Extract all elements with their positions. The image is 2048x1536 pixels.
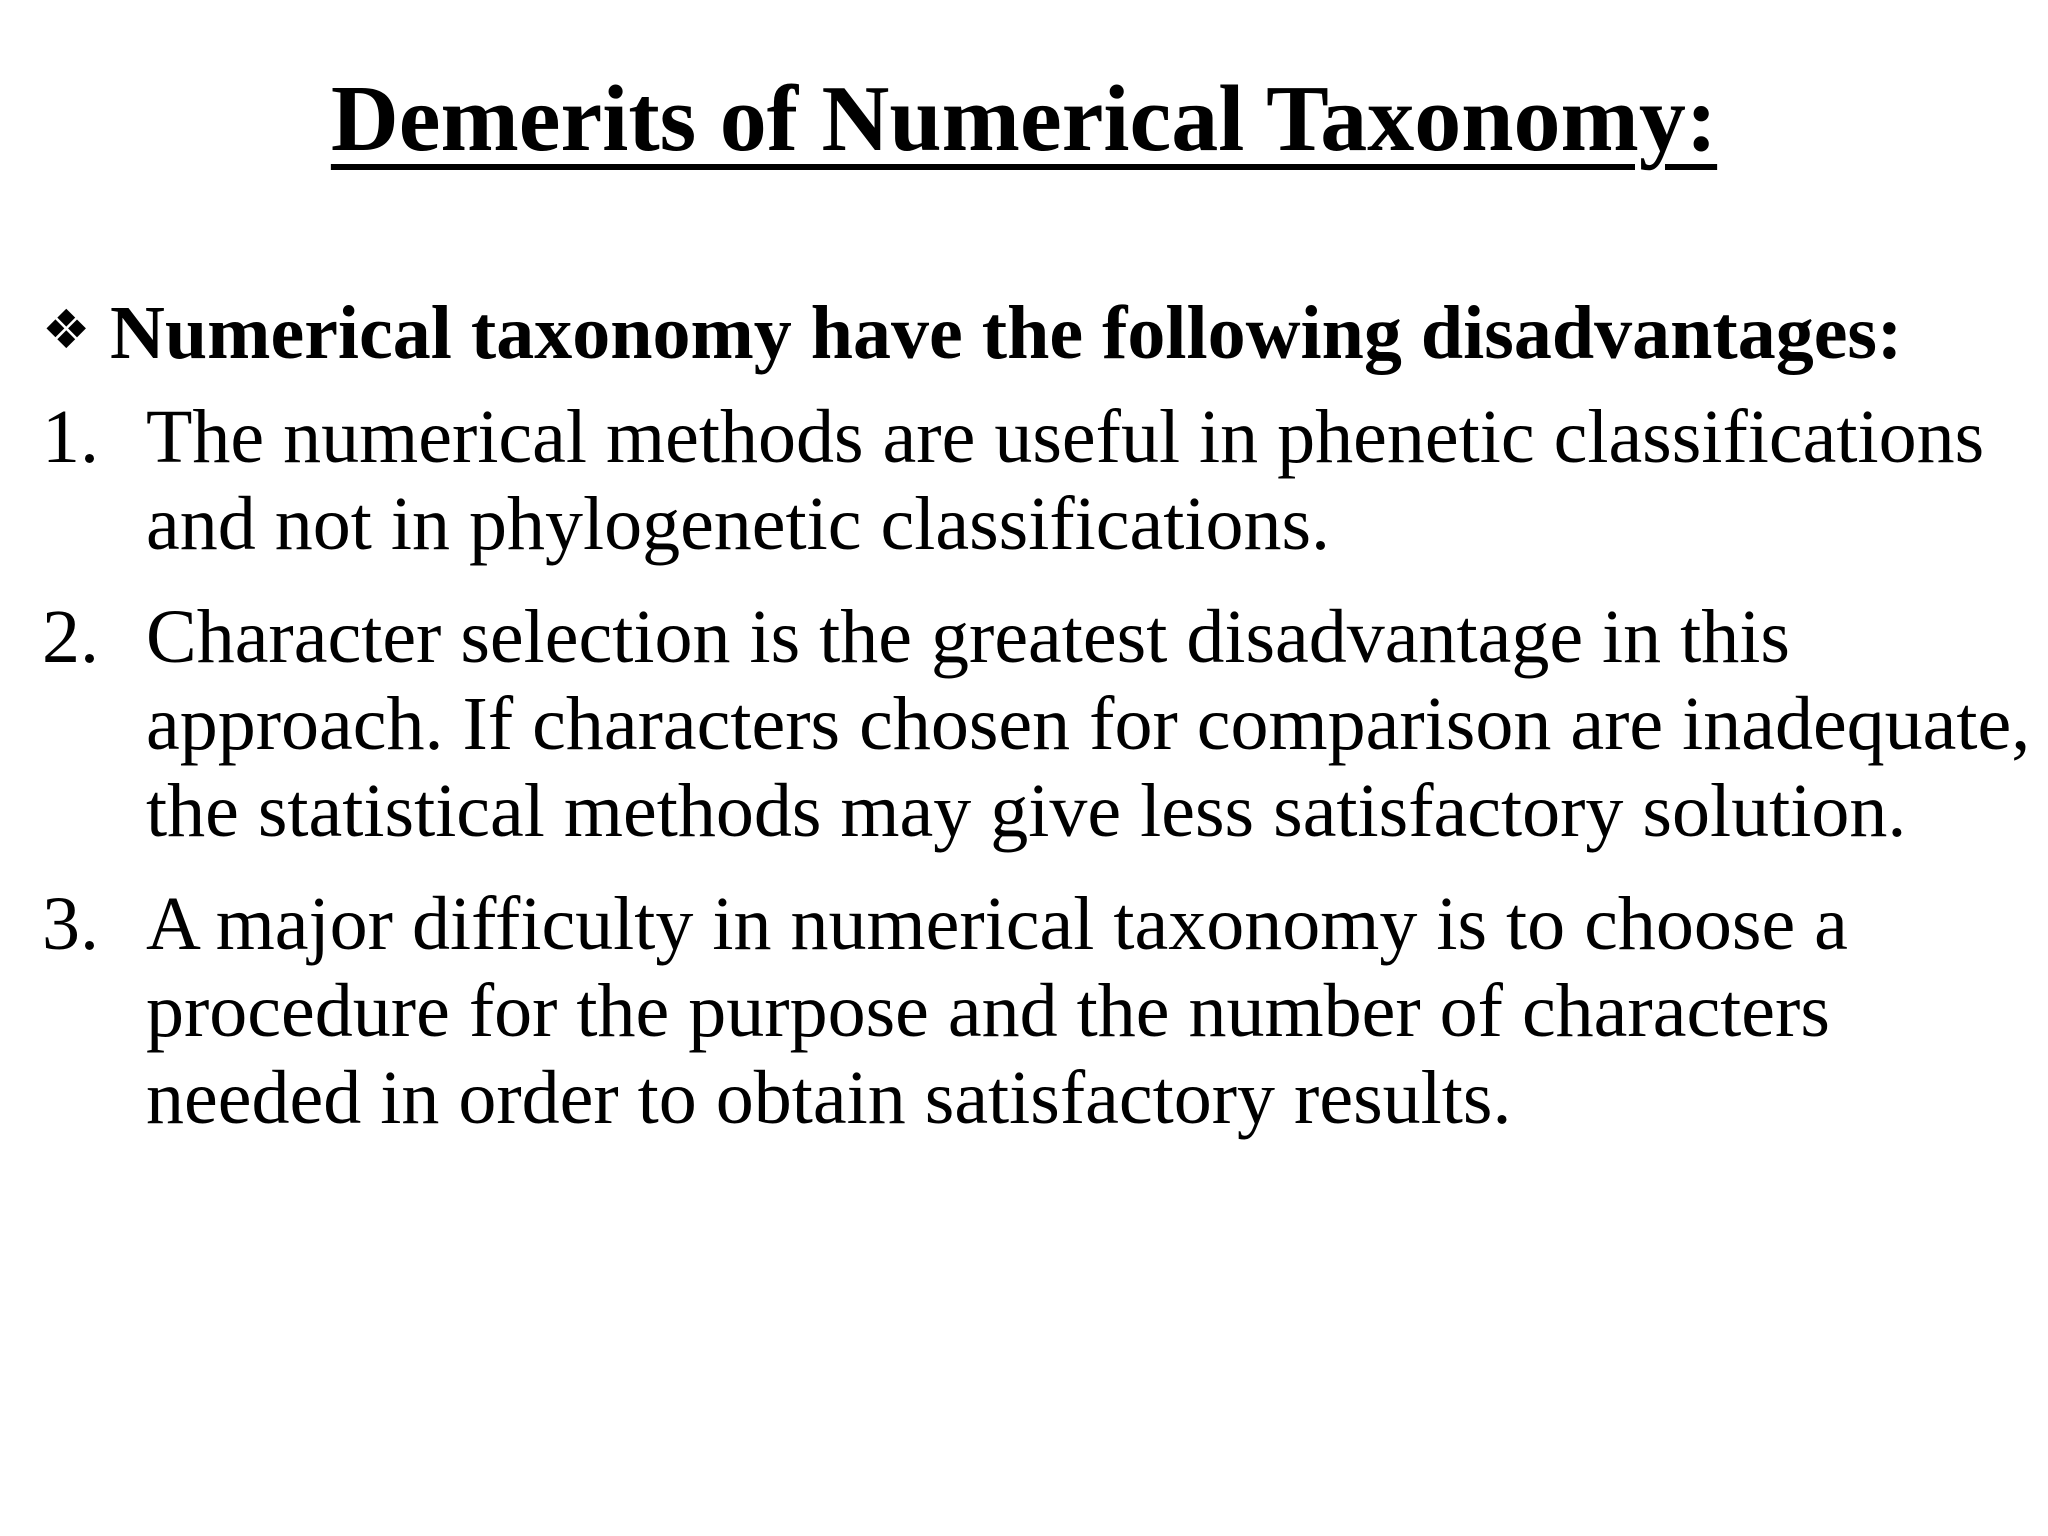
list-item bbox=[42, 594, 2032, 855]
list-item-number: 3. bbox=[42, 882, 99, 966]
slide-title: Demerits of Numerical Taxonomy: bbox=[330, 67, 1718, 171]
list-item bbox=[42, 881, 2032, 1142]
intro-text: Numerical taxonomy have the following disadvantages: bbox=[110, 291, 1903, 375]
list-item-number: 1. bbox=[42, 395, 99, 479]
list-item bbox=[42, 394, 2032, 568]
diamond-bullet-icon: ❖ bbox=[42, 298, 91, 361]
list-item-number: 2. bbox=[42, 595, 99, 679]
disadvantages-list bbox=[42, 394, 2032, 1168]
list-item-text: The numerical methods are useful in phenetic classifications and not in phylogenetic classifications. bbox=[146, 395, 1985, 566]
list-item-text: Character selection is the greatest disadvantage in this approach. If characters chosen for comparison are inadequate, the statistical methods may give less satisfactory solution. bbox=[146, 595, 2031, 853]
intro-bullet bbox=[42, 288, 2032, 375]
list-item-text: A major difficulty in numerical taxonomy is to choose a procedure for the purpose and the number of characters needed in order to obtain satisfactory results. bbox=[146, 882, 1848, 1140]
